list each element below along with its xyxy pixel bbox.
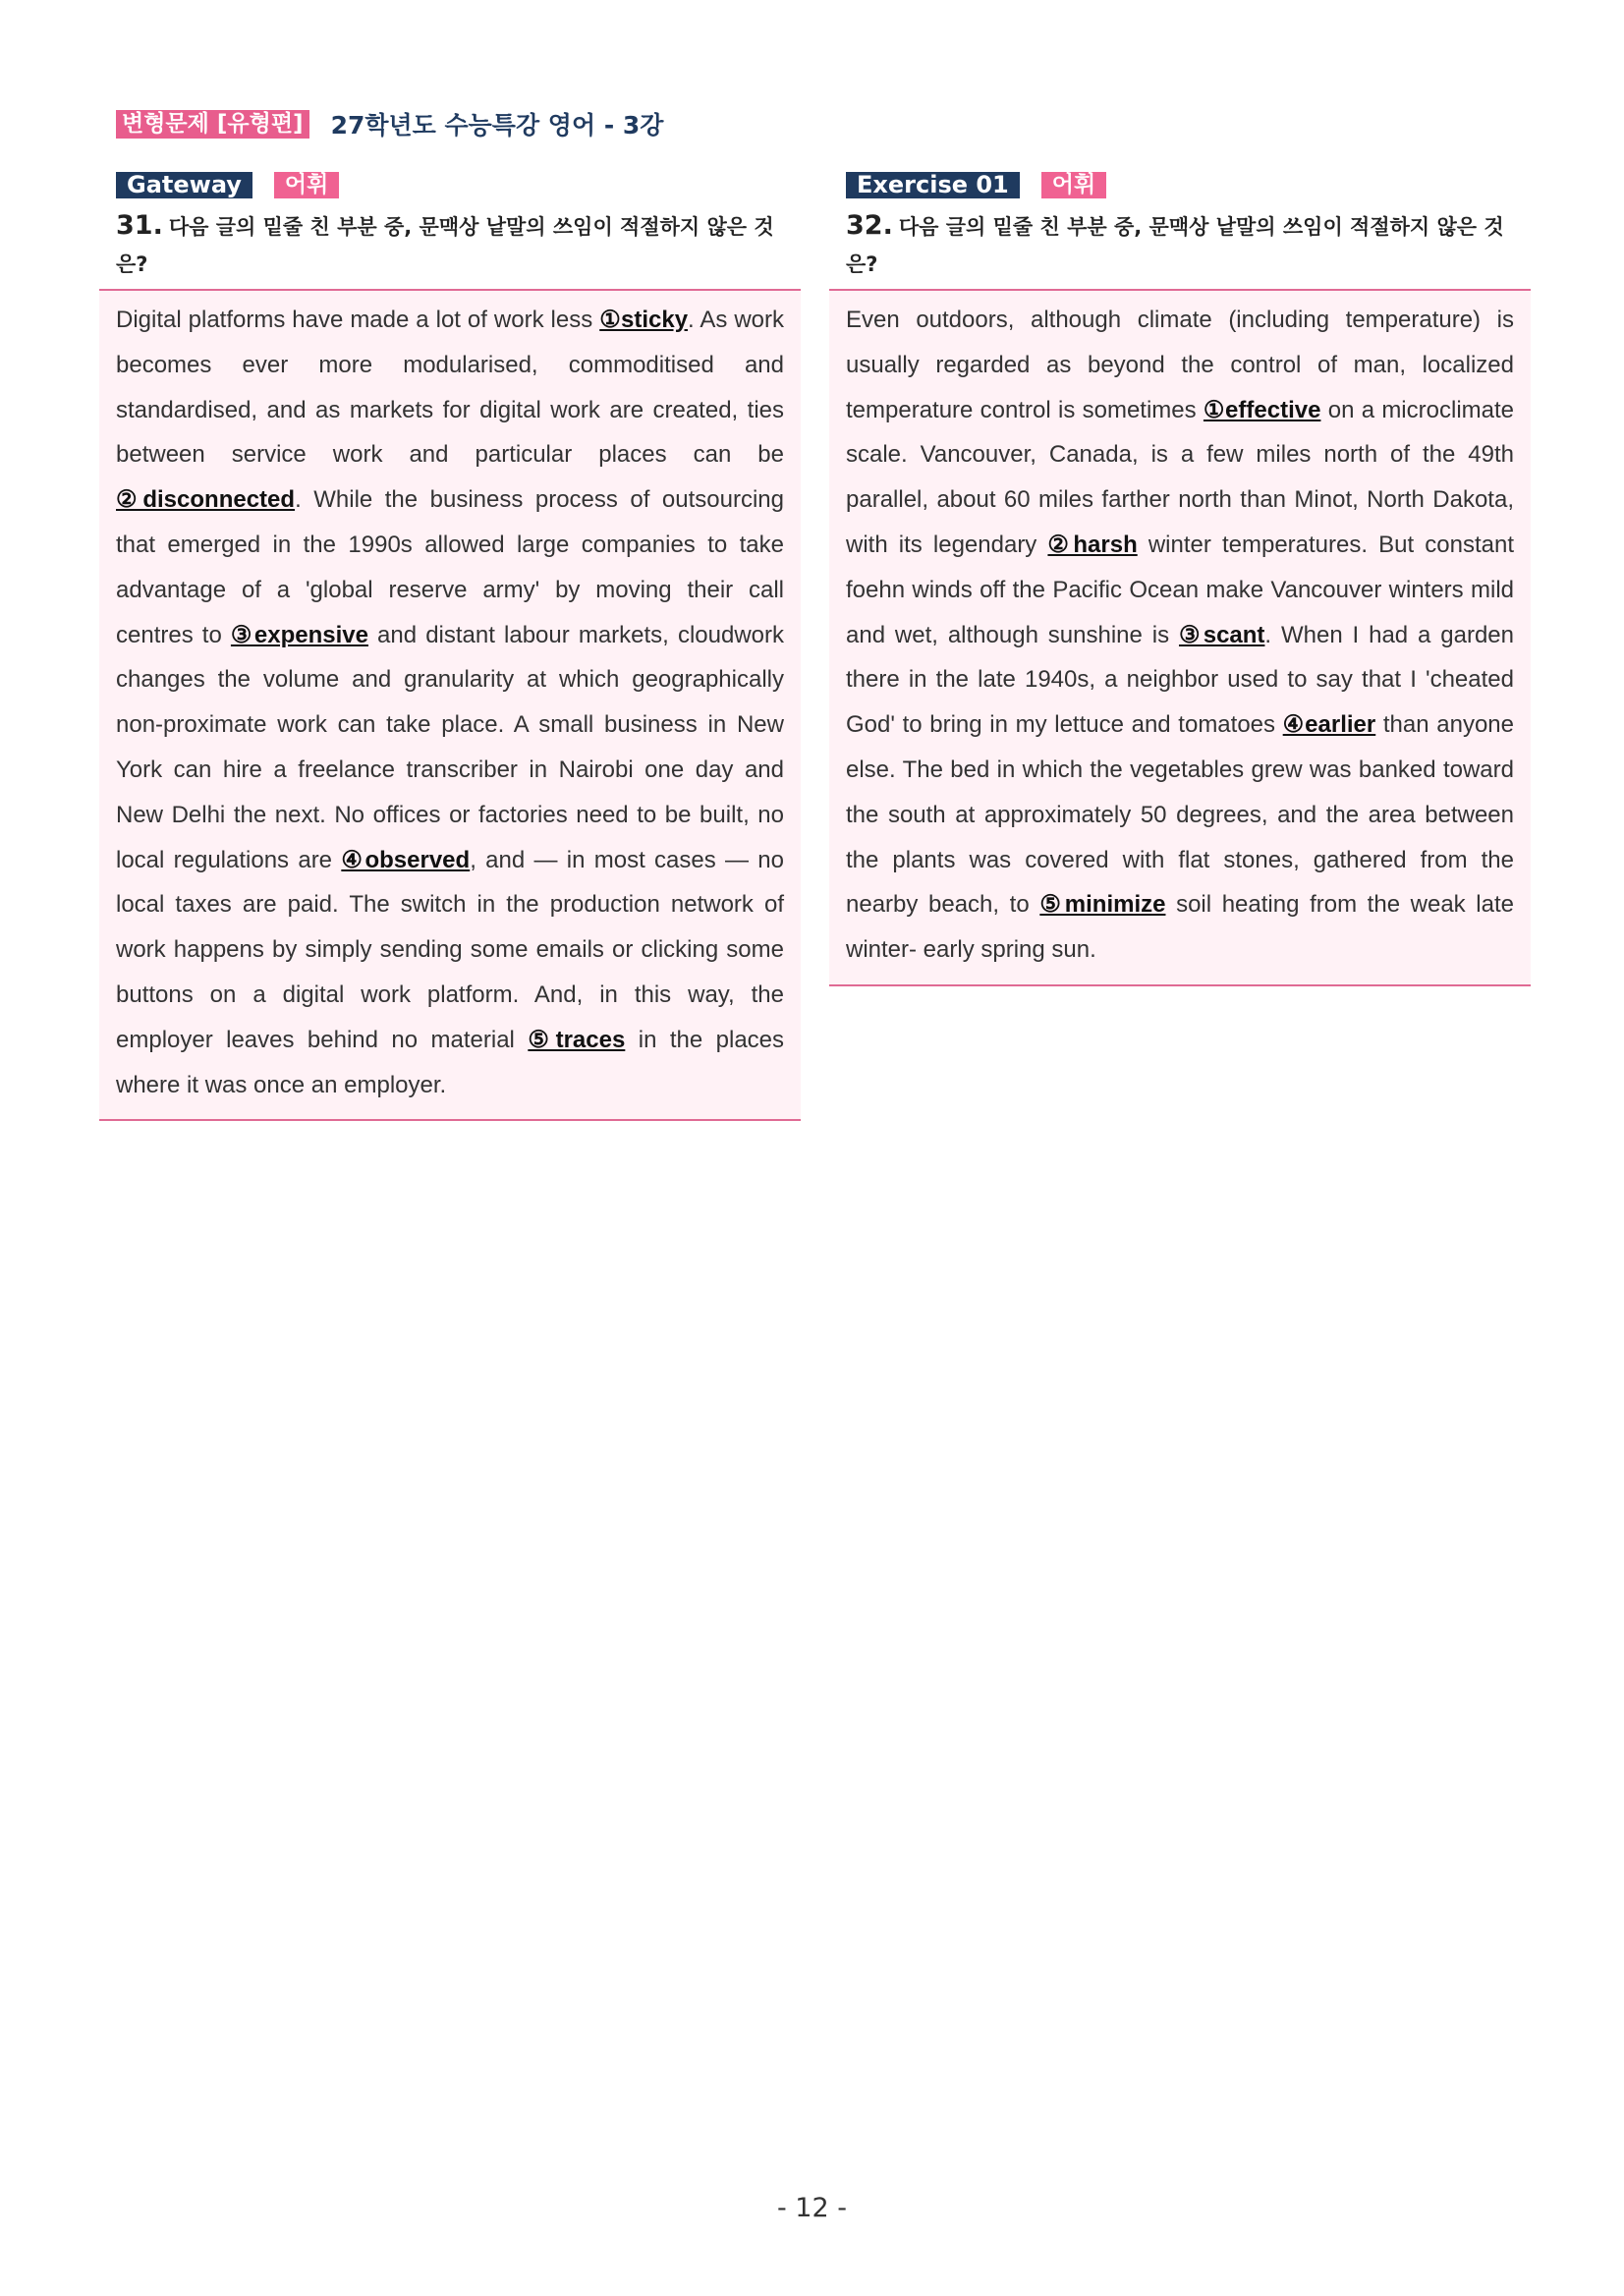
underlined-choice: ③expensive — [230, 621, 368, 648]
underlined-choice: ⑤minimize — [1039, 891, 1166, 919]
passage-text: Even outdoors, although climate (including temperature) is usually regarded as beyond the control of man, localized temperature control is sometimes ①effective on a microclimate scale. Vancouver, Canada, is a few miles north of the 49th parallel, about 60 miles farther north than Minot, North Dakota, with its legendary ②harsh winter temperatures. But constant foehn winds off the Pacific Ocean make Vancouver winters mild and wet, although sunshine is ③scant. When I had a garden there in the late 1940s, a neighbor used to say that I 'cheated God' to bring in my lettuce and tomatoes ④earlier than anyone else. The bed in which the vegetables grew was banked toward the south at approximately 50 degrees, and the area between the plants was covered with flat stones, gathered from the nearby beach, to ⑤minimize soil heating from the weak late winter- early spring sun. — [846, 307, 1515, 964]
question-block-32 — [829, 170, 1531, 986]
passage-text: Digital platforms have made a lot of work less ①sticky. As work becomes ever more modularised, commoditised and standardised, and as markets for digital work are created, ties between service work and particular places can be ②disconnected. While the business process of outsourcing that emerged in the 1990s allowed large companies to take advantage of a 'global reserve army' by moving their call centres to ③expensive and distant labour markets, cloudwork changes the volume and granularity at which geographically non-proximate work can take place. A small business in New York can hire a freelance transcriber in Nairobi one day and New Delhi the next. No offices or factories need to be built, no local regulations are ④observed, and — in most cases — no local taxes are paid. The switch in the production network of work happens by simply sending some emails or clicking some buttons on a digital work platform. And, in this way, the employer leaves behind no material ⑤traces in the places where it was once an employer. — [116, 307, 785, 1098]
question-text: 다음 글의 밑줄 친 부분 중, 문맥상 낱말의 쓰임이 적절하지 않은 것은? — [116, 215, 774, 276]
question-tags — [846, 170, 1531, 199]
exercise-tag: Exercise 01 — [846, 172, 1020, 198]
question-tags — [116, 170, 801, 199]
underlined-choice: ①effective — [1203, 396, 1321, 423]
section-badge: 변형문제 [유형편] — [116, 110, 309, 139]
passage-box — [99, 289, 801, 1121]
page-header — [116, 106, 663, 141]
gateway-tag: Gateway — [116, 172, 252, 198]
underlined-choice: ①sticky — [599, 307, 689, 333]
underlined-choice: ⑤traces — [528, 1026, 626, 1053]
passage-box — [829, 289, 1531, 986]
question-prompt — [116, 207, 794, 283]
underlined-choice: ②harsh — [1047, 531, 1138, 558]
category-tag: 어휘 — [1041, 172, 1106, 198]
underlined-choice: ④observed — [341, 846, 471, 873]
page-title: 27학년도 수능특강 영어 - 3강 — [330, 111, 664, 140]
page-number: - 12 - — [776, 2193, 847, 2223]
question-prompt — [846, 207, 1524, 283]
question-number: 32. — [846, 210, 893, 241]
question-text: 다음 글의 밑줄 친 부분 중, 문맥상 낱말의 쓰임이 적절하지 않은 것은? — [846, 215, 1504, 276]
question-block-31 — [99, 170, 801, 1121]
question-number: 31. — [116, 210, 163, 241]
underlined-choice: ③scant — [1178, 621, 1265, 648]
underlined-choice: ②disconnected — [116, 486, 296, 514]
underlined-choice: ④earlier — [1282, 711, 1376, 739]
category-tag: 어휘 — [274, 172, 339, 198]
